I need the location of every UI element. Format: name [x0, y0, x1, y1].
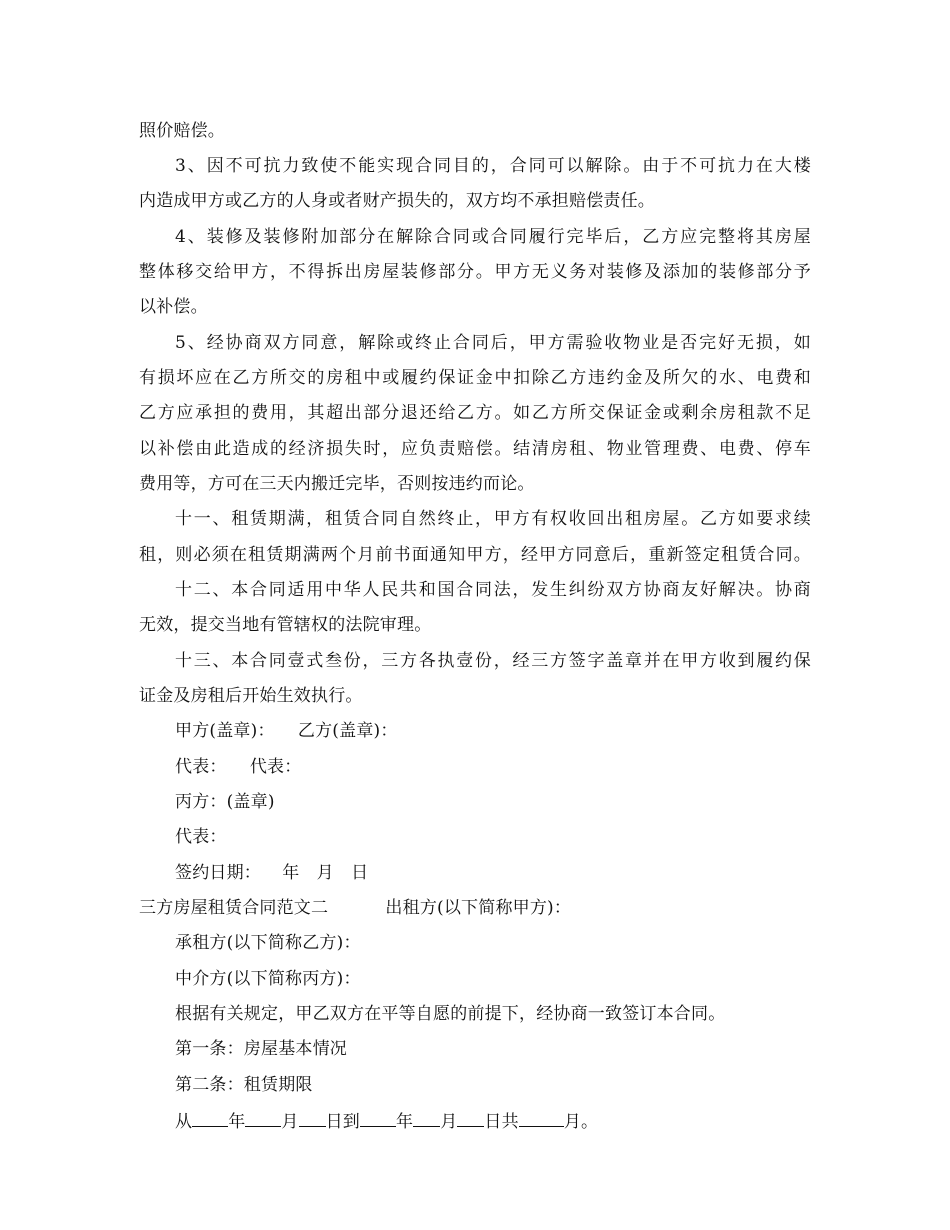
- paragraph-line: 证金及房租后开始生效执行。: [139, 686, 363, 706]
- paragraph-line: 乙方应承担的费用，其超出部分退还给乙方。如乙方所交保证金或剩余房租款不足: [139, 403, 811, 423]
- paragraph-line: 十一、租赁期满，租赁合同自然终止，甲方有权收回出租房屋。乙方如要求续: [175, 509, 811, 529]
- term-month-label: 月: [281, 1112, 299, 1132]
- party-a-representative-label: 代表：: [175, 757, 227, 777]
- signing-date-line: [175, 863, 368, 883]
- year-blank[interactable]: [360, 1110, 396, 1127]
- party-c-representative-label: 代表：: [175, 827, 227, 847]
- date-day-label: 日: [351, 863, 369, 883]
- term-year-label: 年: [228, 1112, 246, 1132]
- year-blank[interactable]: [192, 1110, 228, 1127]
- paragraph-line: 以补偿由此造成的经济损失时，应负责赔偿。结清房租、物业管理费、电费、停车: [139, 439, 811, 459]
- paragraph-line: 3、因不可抗力致使不能实现合同目的，合同可以解除。由于不可抗力在大楼: [175, 156, 811, 176]
- date-year-label: 年: [282, 863, 300, 883]
- lessor-label: 出租方(以下简称甲方)：: [385, 898, 572, 918]
- paragraph-line: 费用等，方可在三天内搬迁完毕，否则按违约而论。: [139, 474, 535, 494]
- paragraph-line: 十二、本合同适用中华人民共和国合同法，发生纠纷双方协商友好解决。协商: [175, 580, 811, 600]
- term-year-label: 年: [396, 1112, 414, 1132]
- party-a-seal-label: 甲方(盖章)：: [175, 721, 275, 741]
- paragraph-line: 有损坏应在乙方所交的房租中或履约保证金中扣除乙方违约金及所欠的水、电费和: [139, 368, 811, 388]
- term-from-label: 从: [175, 1112, 193, 1132]
- paragraph-line: 整体移交给甲方，不得拆出房屋装修部分。甲方无义务对装修及添加的装修部分予: [139, 262, 811, 282]
- contract-title-2: 三方房屋租赁合同范文二: [139, 898, 329, 918]
- term-month-end-label: 月。: [563, 1112, 599, 1132]
- day-blank[interactable]: [457, 1110, 484, 1127]
- paragraph-line: 4、装修及装修附加部分在解除合同或合同履行完毕后，乙方应完整将其房屋: [175, 227, 811, 247]
- term-day-to-label: 日到: [325, 1112, 361, 1132]
- lessee-label: 承租方(以下简称乙方)：: [175, 933, 361, 953]
- signature-line: [175, 721, 398, 741]
- month-blank[interactable]: [413, 1110, 440, 1127]
- paragraph-line: 十三、本合同壹式叁份，三方各执壹份，经三方签字盖章并在甲方收到履约保: [175, 651, 811, 671]
- total-months-blank[interactable]: [519, 1110, 564, 1127]
- paragraph-line: 以补偿。: [139, 297, 208, 317]
- paragraph-line: 照价赔偿。: [139, 121, 225, 141]
- paragraph-line: 租，则必须在租赁期满两个月前书面通知甲方，经甲方同意后，重新签定租赁合同。: [139, 545, 811, 565]
- term-total-label: 日共: [484, 1112, 519, 1132]
- paragraph-line: 5、经协商双方同意，解除或终止合同后，甲方需验收物业是否完好无损，如: [175, 333, 811, 353]
- agent-label: 中介方(以下简称丙方)：: [175, 969, 361, 989]
- representative-line: [175, 757, 301, 777]
- article-1-heading: 第一条：房屋基本情况: [175, 1039, 347, 1059]
- month-blank[interactable]: [245, 1110, 281, 1127]
- section-heading-line: [139, 898, 571, 918]
- signing-date-label: 签约日期：: [175, 863, 261, 883]
- day-blank[interactable]: [299, 1110, 326, 1127]
- party-c-seal-label: 丙方：(盖章): [175, 792, 275, 812]
- paragraph-line: 内造成甲方或乙方的人身或者财产损失的，双方均不承担赔偿责任。: [139, 191, 655, 211]
- party-b-seal-label: 乙方(盖章)：: [297, 721, 398, 741]
- paragraph-line: 根据有关规定，甲乙双方在平等自愿的前提下，经协商一致签订本合同。: [175, 1004, 726, 1024]
- article-2-heading: 第二条：租赁期限: [175, 1075, 313, 1095]
- term-fill-line: [175, 1110, 598, 1132]
- paragraph-line: 无效，提交当地有管辖权的法院审理。: [139, 615, 432, 635]
- term-month-label: 月: [440, 1112, 458, 1132]
- date-month-label: 月: [316, 863, 334, 883]
- party-b-representative-label: 代表：: [249, 757, 302, 777]
